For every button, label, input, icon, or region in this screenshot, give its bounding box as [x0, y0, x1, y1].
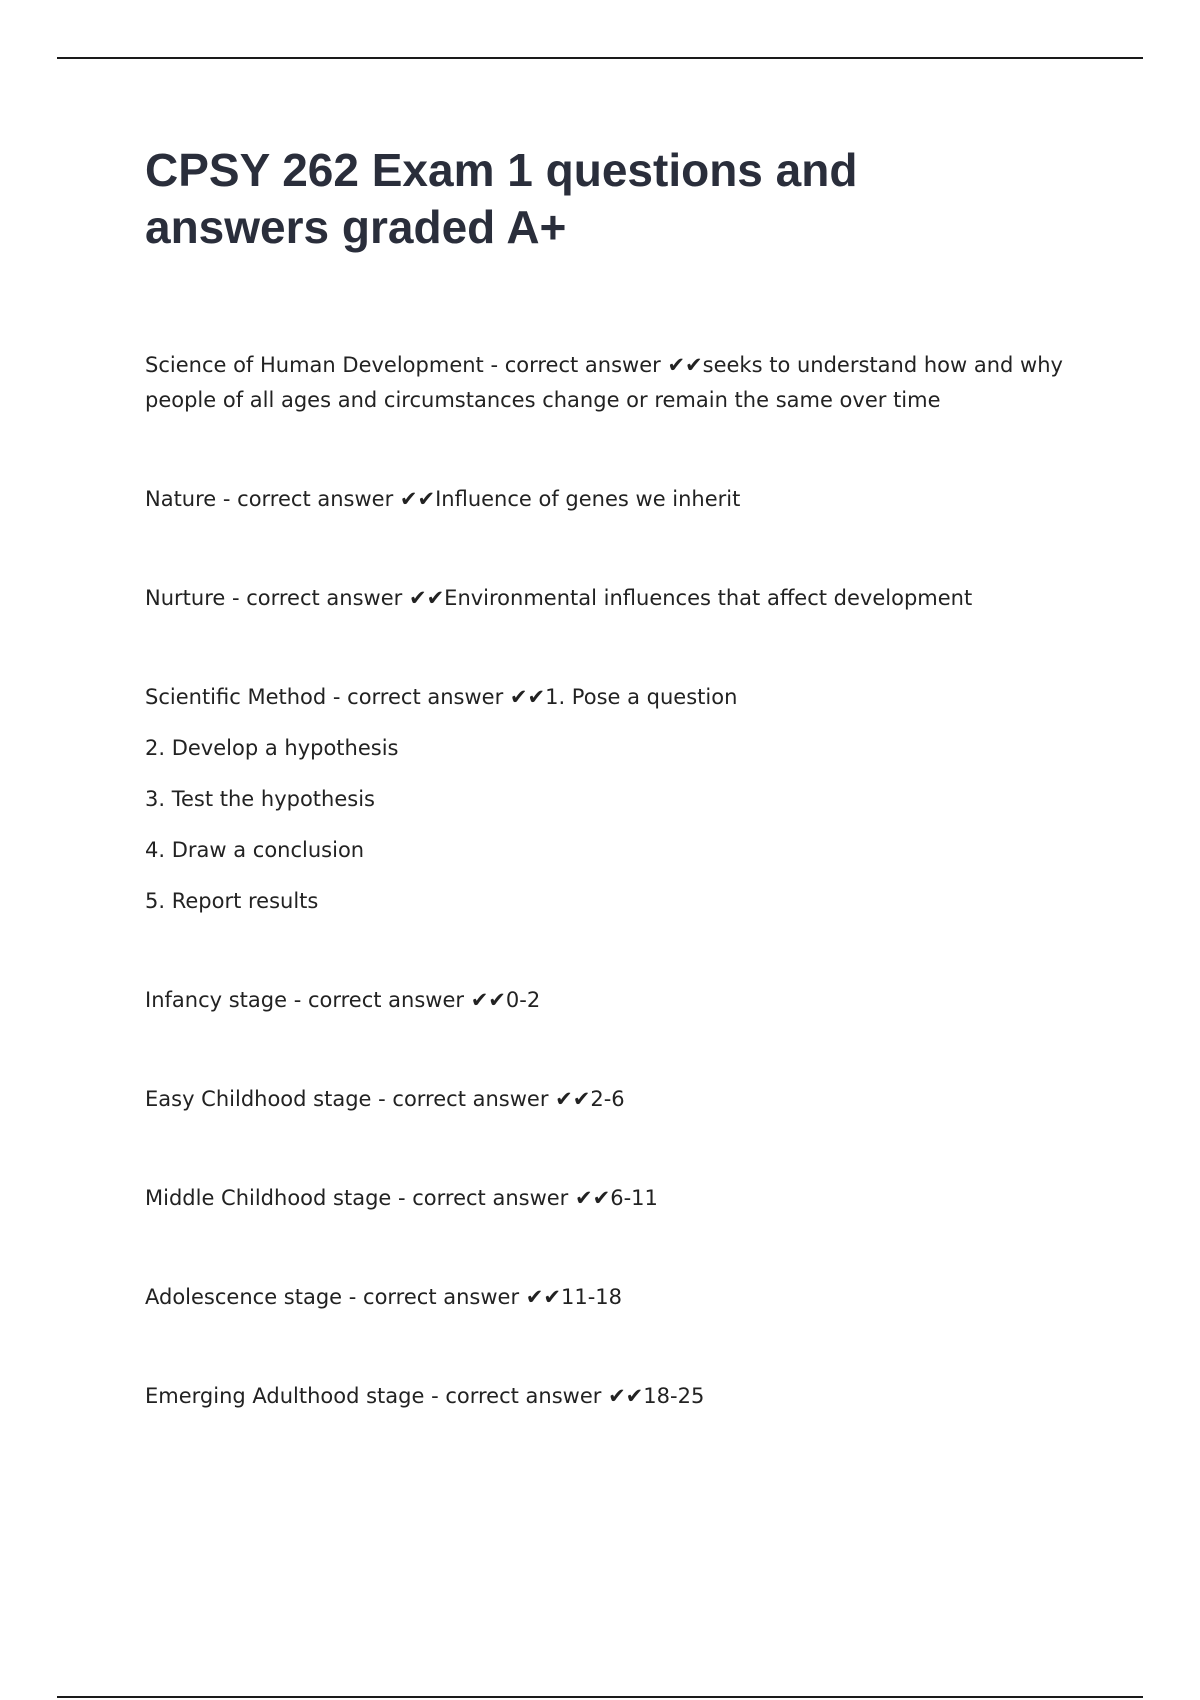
- document-title: CPSY 262 Exam 1 questions and answers graded A+: [145, 144, 858, 253]
- qa-separator: - correct answer: [326, 685, 510, 709]
- qa-item: [145, 1280, 1085, 1315]
- qa-separator: - correct answer: [342, 1285, 526, 1309]
- qa-answer: 0-2: [505, 988, 541, 1012]
- qa-term: Nurture: [145, 586, 226, 610]
- qa-answer: seeks to understand how and why people of all ages and circumstances change or remain the same over time: [145, 353, 1063, 412]
- qa-term: Adolescence stage: [145, 1285, 343, 1309]
- double-check-icon: ✔✔: [408, 586, 445, 610]
- double-check-icon: ✔✔: [608, 1384, 644, 1408]
- method-step: 2. Develop a hypothesis: [145, 736, 399, 760]
- qa-answer: 11-18: [560, 1285, 622, 1309]
- qa-term: Easy Childhood stage: [145, 1087, 372, 1111]
- qa-term: Scientific Method: [145, 685, 327, 709]
- qa-separator: - correct answer: [424, 1384, 609, 1408]
- double-check-icon: ✔✔: [555, 1087, 591, 1111]
- double-check-icon: ✔✔: [575, 1186, 611, 1210]
- qa-item: [145, 348, 1085, 418]
- qa-answer: Environmental influences that affect development: [444, 586, 973, 610]
- double-check-icon: ✔✔: [470, 988, 506, 1012]
- qa-separator: - correct answer: [225, 586, 409, 610]
- qa-term: Emerging Adulthood stage: [145, 1384, 425, 1408]
- qa-answer: Influence of genes we inherit: [435, 487, 741, 511]
- qa-item: [145, 581, 1085, 616]
- qa-item: [145, 680, 1085, 919]
- qa-term: Infancy stage: [145, 988, 288, 1012]
- qa-list: [145, 348, 1085, 1414]
- qa-separator: - correct answer: [391, 1186, 575, 1210]
- double-check-icon: ✔✔: [399, 487, 436, 511]
- qa-answer: 1. Pose a question: [545, 685, 738, 709]
- qa-answer: 18-25: [643, 1384, 705, 1408]
- qa-separator: - correct answer: [371, 1087, 556, 1111]
- qa-term: Nature: [145, 487, 217, 511]
- qa-separator: - correct answer: [216, 487, 400, 511]
- qa-answer: 6-11: [610, 1186, 658, 1210]
- qa-item: [145, 1379, 1085, 1414]
- qa-separator: - correct answer: [483, 353, 668, 377]
- qa-item: [145, 482, 1085, 517]
- qa-term: Science of Human Development: [145, 353, 484, 377]
- document-body: [145, 142, 1085, 1478]
- double-check-icon: ✔✔: [509, 685, 546, 709]
- qa-item: [145, 1082, 1085, 1117]
- qa-term: Middle Childhood stage: [145, 1186, 392, 1210]
- top-rule: [57, 57, 1143, 59]
- qa-answer: 2-6: [590, 1087, 625, 1111]
- method-step: 5. Report results: [145, 889, 319, 913]
- bottom-rule: [57, 1696, 1143, 1698]
- qa-separator: - correct answer: [287, 988, 471, 1012]
- method-step: 4. Draw a conclusion: [145, 838, 365, 862]
- qa-item: [145, 1181, 1085, 1216]
- method-step: 3. Test the hypothesis: [145, 787, 375, 811]
- double-check-icon: ✔✔: [667, 353, 703, 377]
- double-check-icon: ✔✔: [525, 1285, 561, 1309]
- qa-item: [145, 983, 1085, 1018]
